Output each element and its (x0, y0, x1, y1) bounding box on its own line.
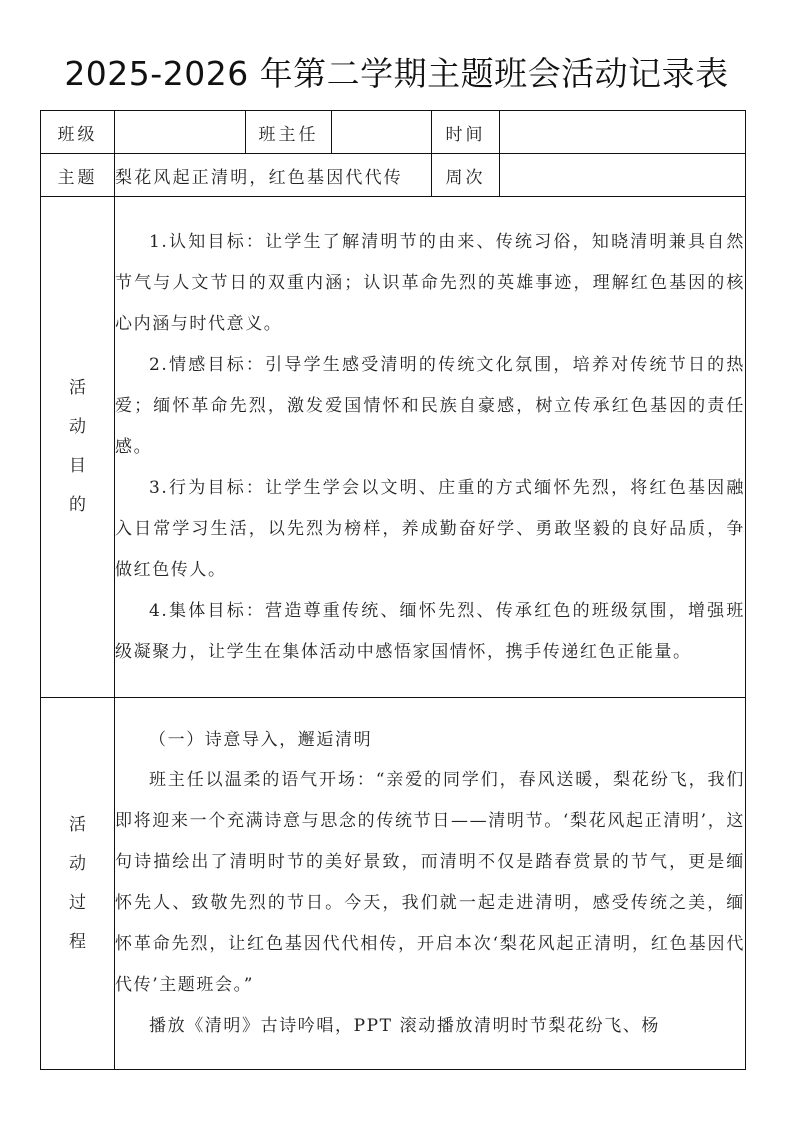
week-label: 周次 (432, 154, 500, 197)
class-value-cell[interactable] (115, 111, 246, 154)
process-label-char: 过 (69, 892, 86, 913)
activity-record-table (40, 110, 746, 1070)
teacher-label: 班主任 (246, 111, 332, 154)
objectives-label-char: 活 (69, 378, 86, 398)
info-row-topic (41, 154, 746, 197)
class-label: 班级 (41, 111, 115, 154)
objectives-label (41, 197, 115, 698)
process-ppt-paragraph: 播放《清明》古诗吟唱，PPT 滚动播放清明时节梨花纷飞、杨 (149, 1016, 661, 1036)
topic-value: 梨花风起正清明，红色基因代代传 (115, 154, 432, 197)
objectives-label-char: 的 (69, 495, 86, 515)
objective-emotional: 2.情感目标：引导学生感受清明的传统文化氛围，培养对传统节日的热爱；缅怀革命先烈，激发爱国情怀和民族自豪感，树立传承红色基因的责任感。 (115, 354, 745, 457)
time-value-cell[interactable] (500, 111, 746, 154)
objective-behavioral: 3.行为目标：让学生学会以文明、庄重的方式缅怀先烈，将红色基因融入日常学习生活，以先烈为榜样，养成勤奋好学、勇敢坚毅的良好品质，争做红色传人。 (115, 477, 745, 580)
process-row (41, 698, 746, 1070)
process-intro-paragraph: 班主任以温柔的语气开场：“亲爱的同学们，春风送暖，梨花纷飞，我们即将迎来一个充满诗意与思念的传统节日——清明节。‘梨花风起正清明’，这句诗描绘出了清明时节的美好景致，而清明不仅是踏春赏景的节气，更是缅怀先人、致敬先烈的节日。今天，我们就一起走进清明，感受传统之美，缅怀革命先烈，让红色基因代代相传，开启本次‘梨花风起正清明，红色基因代代传’主题班会。” (115, 770, 745, 995)
topic-label: 主题 (41, 154, 115, 197)
teacher-value-cell[interactable] (332, 111, 432, 154)
objectives-content (115, 197, 746, 698)
info-row-class (41, 111, 746, 154)
week-value-cell[interactable] (500, 154, 746, 197)
objectives-label-char: 动 (69, 417, 86, 437)
process-label-char: 程 (69, 931, 86, 952)
objectives-row (41, 197, 746, 698)
process-content (115, 698, 746, 1070)
objectives-label-char: 目 (69, 456, 86, 476)
objective-cognitive: 1.认知目标：让学生了解清明节的由来、传统习俗，知晓清明兼具自然节气与人文节日的双重内涵；认识革命先烈的英雄事迹，理解红色基因的核心内涵与时代意义。 (115, 231, 745, 334)
objective-collective: 4.集体目标：营造尊重传统、缅怀先烈、传承红色的班级氛围，增强班级凝聚力，让学生在集体活动中感悟家国情怀，携手传递红色正能量。 (115, 600, 745, 662)
document-title: 2025-2026 年第二学期主题班会活动记录表 (64, 54, 729, 93)
process-label (41, 698, 115, 1070)
process-label-char: 活 (69, 814, 86, 835)
process-label-char: 动 (69, 853, 86, 874)
process-section-heading: （一）诗意导入，邂逅清明 (149, 730, 373, 750)
time-label: 时间 (432, 111, 500, 154)
